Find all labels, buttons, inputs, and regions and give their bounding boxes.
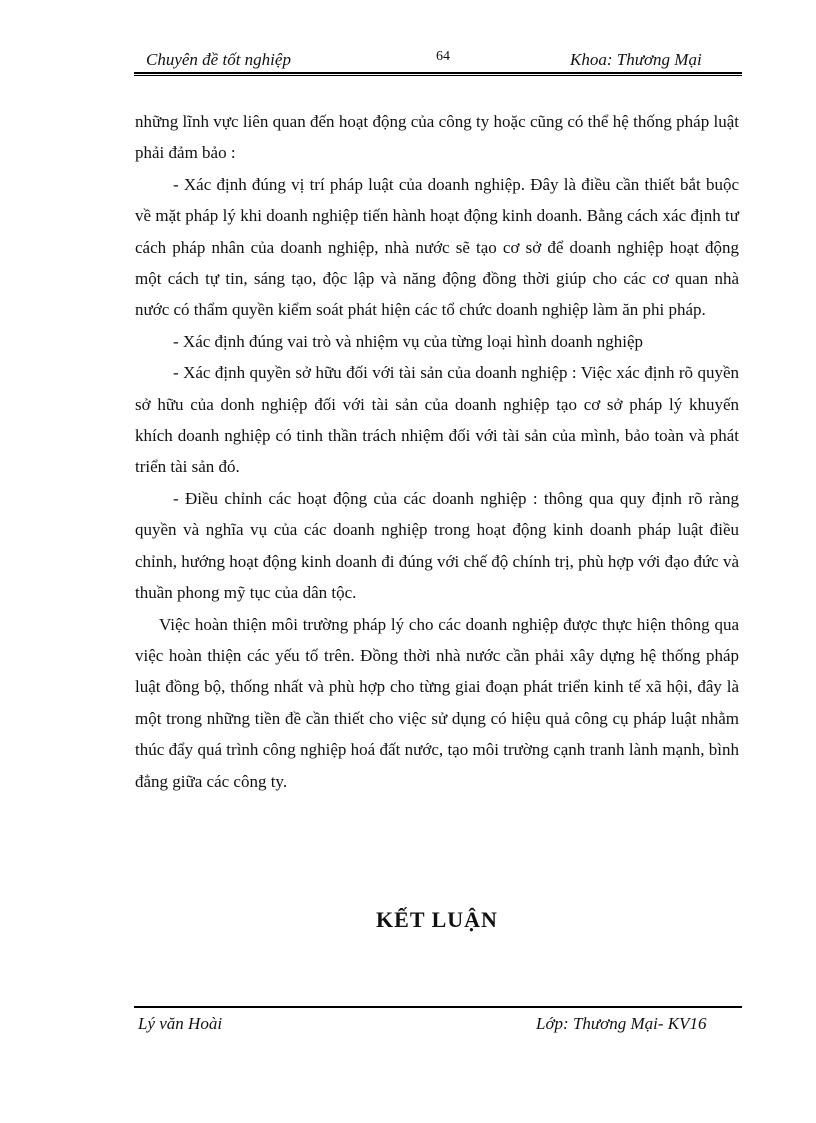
header-left-text: Chuyên đề tốt nghiệp	[146, 50, 291, 69]
page-header	[134, 46, 742, 74]
section-title: KẾT LUẬN	[376, 907, 498, 932]
header-right-text: Khoa: Thương Mại	[570, 50, 702, 69]
header-rule	[134, 72, 742, 74]
paragraph-ownership: - Xác định quyền sở hữu đối với tài sản của doanh nghiệp : Việc xác định rõ quyền sở hữu của donh nghiệp đối với tài sản của doanh nghiệp tạo cơ sở pháp lý khuyến khích doanh nghiệp có tinh thần trách nhiệm đối với tài sản của mình, bảo toàn và phát triển tài sản đó.	[135, 363, 739, 477]
footer-rule	[134, 1006, 742, 1008]
paragraph-role-duties: - Xác định đúng vai trò và nhiệm vụ của từng loại hình doanh nghiệp	[173, 331, 643, 351]
footer-author: Lý văn Hoài	[138, 1014, 223, 1033]
header-rule-thin	[134, 75, 742, 76]
paragraph-regulation: - Điều chỉnh các hoạt động của các doanh nghiệp : thông qua quy định rõ ràng quyền và nghĩa vụ của các doanh nghiệp trong hoạt động kinh doanh pháp luật điều chỉnh, hướng hoạt động kinh doanh đi đúng với chế độ chính trị, phù hợp với đạo đức và thuần phong mỹ tục của dân tộc.	[135, 488, 739, 603]
paragraph-continuation: những lĩnh vực liên quan đến hoạt động của công ty hoặc cũng có thể hệ thống pháp luật phải đảm bảo :	[135, 112, 739, 163]
paragraph-legal-position: - Xác định đúng vị trí pháp luật của doanh nghiệp. Đây là điều cần thiết bắt buộc về mặt pháp lý khi doanh nghiệp tiến hành hoạt động kinh doanh. Bằng cách xác định tư cách pháp nhân của doanh nghiệp, nhà nước sẽ tạo cơ sở để doanh nghiệp hoạt động một cách tự tin, sáng tạo, độc lập và năng động đồng thời giúp cho các cơ quan nhà nước có thẩm quyền kiểm soát phát hiện các tổ chức doanh nghiệp làm ăn phi pháp.	[135, 174, 739, 320]
footer-class: Lớp: Thương Mại- KV16	[536, 1014, 707, 1033]
body-text	[135, 106, 739, 797]
paragraph-conclusion-intro: Việc hoàn thiện môi trường pháp lý cho các doanh nghiệp được thực hiện thông qua việc hoàn thiện các yếu tố trên. Đồng thời nhà nước cần phải xây dựng hệ thống pháp luật đồng bộ, thống nhất và phù hợp cho từng giai đoạn phát triển kinh tế xã hội, đây là một trong những tiền đề cần thiết cho việc sử dụng có hiệu quả công cụ pháp luật nhằm thúc đẩy quá trình công nghiệp hoá đất nước, tạo môi trường cạnh tranh lành mạnh, bình đẳng giữa các công ty.	[135, 614, 739, 791]
page-number: 64	[436, 49, 450, 64]
